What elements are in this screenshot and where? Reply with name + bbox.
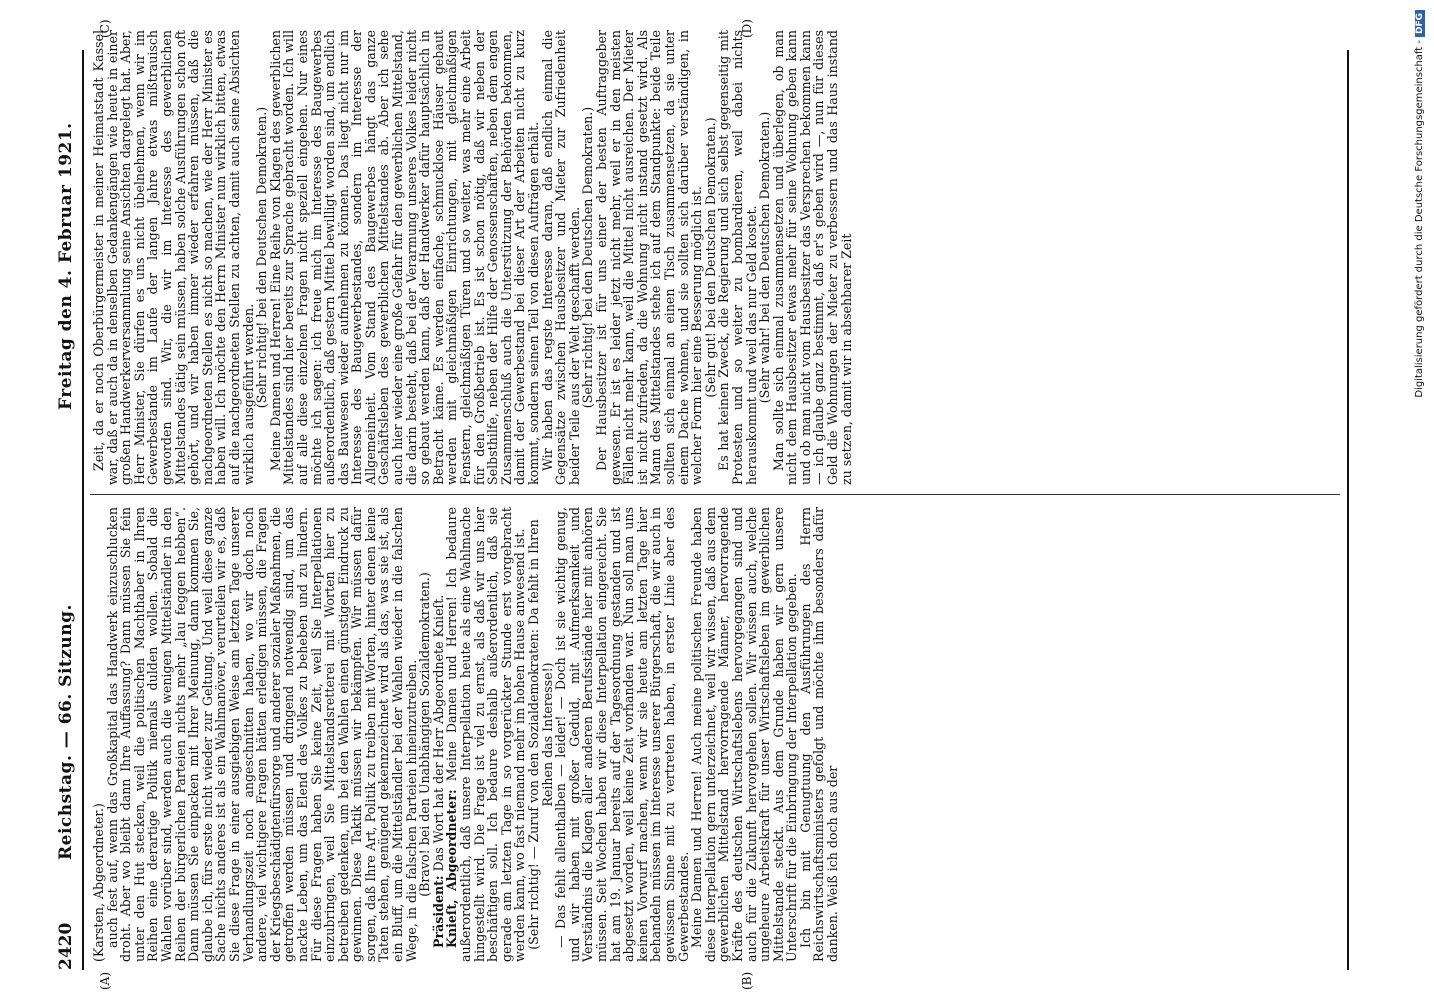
paragraph: auch fest auf, wenn das Großkapital das Handwerk einzuschlucken droht. Aber wo bleibt dann Ihre Auffassung? Dann müssen Sie fein unter den Hut stecken, weil die politischen Machthaber in Ihren Reihen eine derartige Politik niemals dulden wollen. Sobald die Wahlen vorüber sind, werden auch die wenigen Mittelständler in den Reihen der bürgerlichen Parteien nichts mehr „lau feggen hebben“. Dann müssen Sie einpacken mit Ihrer Meinung, dann kommen Sie, glaube ich, fürs erste nicht wieder zur Geltung. Und weil diese ganze Sache nichts anderes ist als ein Wahlmanöver, verurteilen wir es, daß Sie diese Frage in einer ausgiebigen Weise am letzten Tage unserer Verhandlungszeit noch angeschnitten haben, wo wir doch noch andere, viel wichtigere Fragen hätten erledigen müssen, die Fragen der Kriegsbeschädigtenfürsorge und anderer sozialer Maßnahmen, die getroffen werden müssen und dringend notwendig sind, um das nackte Leben, um das Elend des Volkes zu beheben und zu lindern. Für diese Fragen haben Sie keine Zeit, weil Sie Interpellationen einzubringen, weil Sie Mittelstandsretterei mit Worten hier zu betreiben gedenken, um bei den Wahlen einen günstigen Eindruck zu gewinnen. Diese Taktik müssen wir bekämpfen. Wir müssen dafür sorgen, daß Ihre Art, Politik zu treiben mit Worten, hinter denen keine Taten stehen, genügend gekennzeichnet wird als das, was sie ist, als ein Bluff, um die Mittelständler bei der Wahlen wieder in die falschen Wege, in die falschen Parteien hineinzutreiben. [104,506,419,962]
speaker-paragraph [432,507,446,962]
interjection: (Sehr gut! bei den Deutschen Demokraten.) [702,117,718,398]
left-column [92,507,840,962]
interjection: (Sehr richtig! — Zuruf von den Sozialdemokraten: Da fehlt in Ihren Reihen das Interesse!) [526,519,555,950]
dfg-logo: DFG [1415,10,1425,37]
page-header [56,50,82,970]
interjection: (Sehr richtig! bei den Deutschen Demokraten.) [254,106,270,409]
right-column [92,30,853,485]
margin-marker-a: (A) [98,971,112,990]
paragraph: Wir haben das regste Interesse daran, daß endlich einmal die Gegensätze zwischen Hausbesitzer und Mieter zur Zufriedenheit beider Teile aus der Welt geschafft werden. [539,30,582,485]
speech-text: Das Wort hat der Herr Abgeordnete Knieſt. [430,594,446,876]
digitization-credit [1412,10,1432,990]
header-rule [82,50,84,970]
paragraph: Ich bin mit Genugtuung den Ausführungen des Herrn Reichswirtschaftsministers gefolgt und möchte ihm besonders dafür danken. Weiß ich doch aus der [797,507,841,962]
interjection: (Sehr richtig! bei den Deutschen Demokraten.) [580,106,596,409]
margin-marker-d: (D) [740,19,754,38]
session-title: Reichstag. — 66. Sitzung. [56,604,76,860]
paragraph: Meine Damen und Herren! Eine Reihe von Klagen des gewerblichen Mittelstandes sind hier bereits zur Sprache gebracht worden. Ich will auf alle diese einzelnen Fragen nicht speziell eingehen. Nur eines möchte ich sagen: ich freue mich im Interesse des Baugewerbes außerordentlich, daß gestern Mittel bewilligt worden sind, um endlich das Bauwesen wieder aufnehmen zu können. Das liegt nicht nur im Interesse des Baugewerbestandes, sondern im Interesse der Allgemeinheit. Vom Stand des Baugewerbes hängt das ganze Geschäftsleben des gewerblichen Mittelstandes ab. Aber ich sehe auch hier wieder eine große Gefahr für den gewerblichen Mittelstand, die darin besteht, daß bei der Verarmung unseres Volkes leider nicht so gebaut werden kann, daß der Handwerker dafür hauptsächlich in Betracht käme. Es werden einfache, schmucklose Häuser gebaut werden mit gleichmäßigen Einrichtungen, mit gleichmäßigen Fenstern, gleichmäßigen Türen und so weiter, was mehr eine Arbeit für den Großbetrieb ist. Es ist schon nötig, daß wir neben der Selbsthilfe, neben der Hilfe der Genossenschaften, neben dem engen Zusammenschluß auch die Unterstützung der Behörden bekommen, damit der Gewerbestand bei dieser Art der Arbeiten nicht zu kurz kommt, sondern seinen Teil von diesen Aufträgen erhält. [267,30,541,485]
column-divider [90,494,1340,495]
paragraph: Es hat keinen Zweck, die Regierung und sich selbst gegenseitig mit Protesten und so weiter zu bombardieren, weil dabei nichts herauskommt und weil das nur Geld kostet. [716,30,759,485]
speaker-name: Knieſt, Abgeordneter: [444,789,460,948]
page-number: 2420 [56,922,76,970]
credit-text: Digitalisierung gefördert durch die Deutsche Forschungsgemeinschaft - [1414,40,1425,398]
paragraph: Meine Damen und Herren! Auch meine politischen Freunde haben diese Interpellation gern unterzeichnet, weil wir wissen, daß aus dem gewerblichen Mittelstand hervorragende Männer, hervorragende Kräfte des deutschen Wirtschaftslebens hervorgegangen sind und auch für die Zukunft hervorgehen sollen. Wir wissen auch, welche ungeheure Arbeitskraft für unser Wirtschaftsleben im gewerblichen Mittelstande steckt. Aus dem Grunde haben wir gern unsere Unterschrift für die Einbringung der Interpellation gegeben. [689,507,800,962]
paragraph: Zeit, da er noch Oberbürgermeister in meiner Heimatstadt Kassel war, daß er auch da in denselben Gedankengängen wie heute in einer großen Handwerkerversammlung seine Ansichten dargelegt hat. Aber, Herr Minister, Sie dürfen es uns nicht übelnehmen, wenn wir im Gewerbestande im Laufe der langen Jahre etwas mißtrauisch geworden sind. Wir, die wir im Interesse des gewerblichen Mittelstandes tätig sein müssen, haben solche Ausführungen schon oft gehört, und wir haben immer wieder erfahren müssen, daß die nachgeordneten Stellen es nicht so machen, wie der Herr Minister es haben will. Ich möchte den Herrn Minister nun wirklich bitten, etwas auf die nachgeordneten Stellen zu achten, damit auch seine Absichten wirklich ausgeführt werden. [91,30,256,485]
interjection: (Bravo! bei den Unabhängigen Sozialdemokraten.) [417,572,433,897]
margin-marker-b: (B) [740,971,754,990]
speaker-name: Präsident: [430,875,446,948]
speech-text: Meine Damen und Herren! Ich bedaure außerordentlich, daß unsere Interpellation heute als eine Wahlmache hingestellt wird. Die Frage ist viel zu ernst, als daß wir uns hier beschäftigen soll. Ich bedaure deshalb außerordentlich, daß sie gerade am letzten Tage in so vorgerückter Stunde erst vorgebracht werden kann, wo fast niemand mehr im hohen Hause anwesend ist. [444,507,528,962]
paragraph: Man sollte sich einmal zusammensetzen und überlegen, ob man nicht dem Hausbesitzer etwas mehr für seine Wohnung geben kann und ob man nicht vom Hausbesitzer das Versprechen bekommen kann — ich glaube ganz bestimmt, daß er's geben wird —, nun für dieses Geld die Wohnungen der Mieter zu verbessern und das Haus instand zu setzen, damit wir in absehbarer Zeit [770,30,854,485]
margin-marker-c: (C) [98,19,112,38]
speaker-continuation: (Karsten, Abgeordneter.) [91,803,106,962]
paragraph: Der Hausbesitzer ist für uns einer der besten Auftraggeber gewesen. Er ist es leider jetzt nicht mehr, weil er in den meisten Fällen nicht mehr kann, weil die Mittel nicht ausreichen. Der Mieter ist nicht zufrieden, da die Wohnung nicht instand gesetzt wird. Als Mann des Mittelstandes stehe ich auf dem Standpunkte: beide Teile sollten sich einmal an einen Tisch zusammensetzen, da sie unter einem Dache wohnen, und sie sollten sich darüber verständigen, in welcher Form hier eine Besserung möglich ist. [593,30,705,485]
session-date: Freitag den 4. Februar 1921. [56,122,76,410]
paragraph: — Das fehlt allenthalben — leider! — Doch ist sie wichtig genug, und wir haben mit großer Geduld, mit Aufmerksamkeit und Verständnis die Klagen aller anderen Berufsstände hier mit anhören müssen. Seit Wochen haben wir diese Interpellation eingereicht. Sie hat am 19. Januar bereits auf der Tagesordnung gestanden und ist abgesetzt worden, weil keine Zeit vorhanden war. Nun soll man uns keinen Vorwurf machen, wenn wir sie heute am letzten Tage hier behandeln müssen im Interesse unserer Bürgerschaft, die wir auch in gewissem Sinne mit zu vertreten haben, in erster Linie aber des Gewerbestandes. [553,507,691,962]
footer-rule [1347,50,1349,970]
speaker-paragraph [445,507,527,962]
interjection: (Sehr wahr! bei den Deutschen Demokraten.) [757,111,773,404]
